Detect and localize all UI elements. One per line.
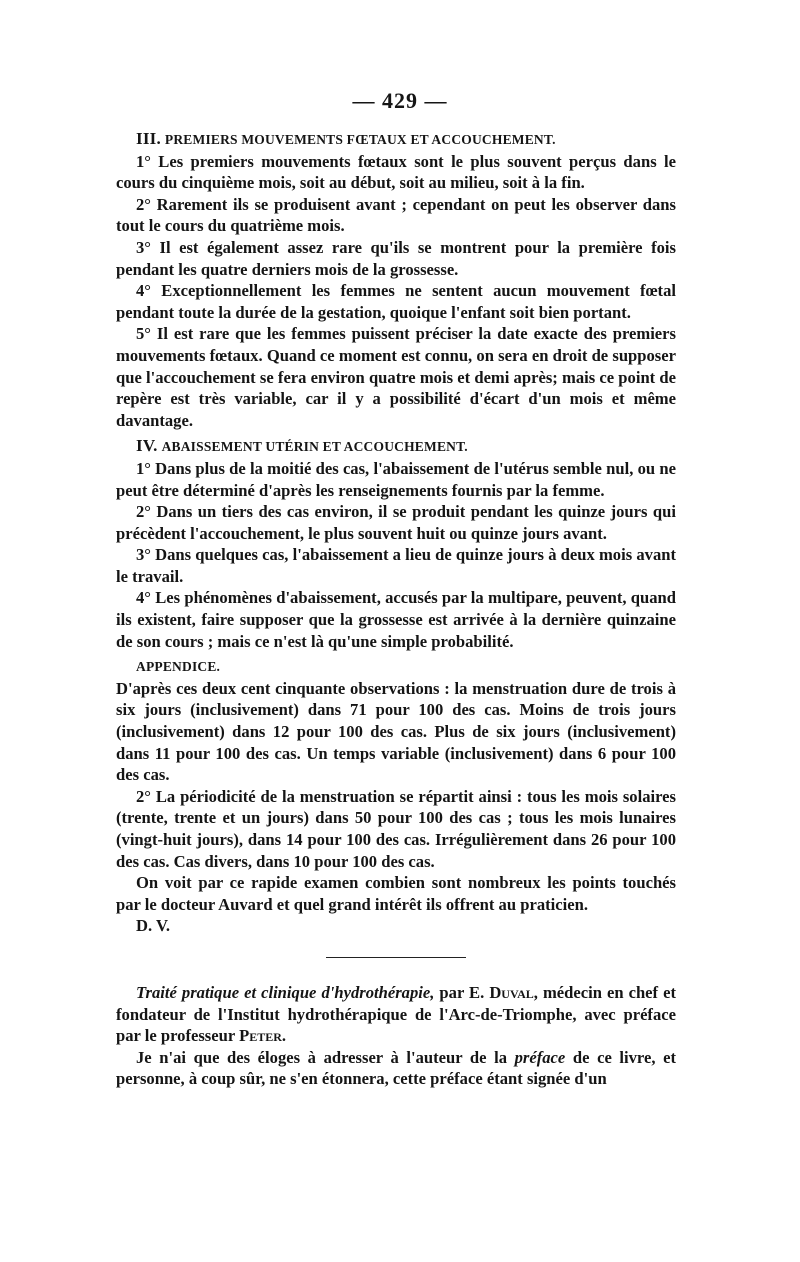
section-title: PREMIERS MOUVEMENTS FŒTAUX ET ACCOUCHEMENT. bbox=[164, 132, 556, 147]
page-number: — 429 — bbox=[352, 88, 448, 113]
section-heading-3 bbox=[116, 128, 676, 151]
author-name: Duval bbox=[489, 982, 534, 1002]
section-title: ABAISSEMENT UTÉRIN ET ACCOUCHEMENT. bbox=[161, 439, 468, 455]
paragraph: 4° Exceptionnellement les femmes ne sentent aucun mouvement fœtal pendant toute la durée de la gestation, quoique l'enfant soit bien portant. bbox=[116, 281, 676, 322]
paragraph: 1° Les premiers mouvements fœtaux sont le plus souvent perçus dans le cours du cinquième mois, soit au début, soit au milieu, soit à la fin. bbox=[116, 151, 676, 193]
appendix-heading: APPENDICE. bbox=[136, 659, 221, 675]
paragraph: 2° Rarement ils se produisent avant ; cependant on peut les observer dans tout le cours du quatrième mois. bbox=[116, 194, 676, 236]
paragraph: D'après ces deux cent cinquante observations : la menstruation dure de trois à six jours (inclusivement) dans 71 pour 100 des cas. Moins de trois jours (inclusivement) dans 12 pour 100 des cas. Plus de six jours (inclusivement) dans 11 pour 100 des cas. Un temps variable (inclusivement) dans 6 pour 100 des cas. bbox=[116, 678, 676, 785]
emphasis: préface bbox=[514, 1047, 566, 1067]
book-title: Traité pratique et clinique d'hydrothérapie, bbox=[136, 982, 435, 1002]
review-body: Je n'ai que des éloges à adresser à l'auteur de la préface de ce livre, et personne, à coup sûr, ne s'en étonnera, cette préface étant signée d'un bbox=[116, 1047, 677, 1089]
paragraph: 2° La périodicité de la menstruation se répartit ainsi : tous les mois solaires (trente, trente et un jours) dans 50 pour 100 des cas ; tous les mois lunaires (vingt-huit jours), dans 14 pour 100 des cas. Irrégulièrement dans 26 pour 100 des cas. Cas divers, dans 10 pour 100 des cas. bbox=[116, 786, 676, 871]
paragraph: 1° Dans plus de la moitié des cas, l'abaissement de l'utérus semble nul, ou ne peut être déterminé d'après les renseignements fournis par la femme. bbox=[116, 458, 676, 500]
paragraph: 5° Il est rare que les femmes puissent préciser la date exacte des premiers mouvements fœtaux. Quand ce moment est connu, on sera en droit de supposer que l'accouchement se fera environ quatre mois et demi après; mais ce point de repère est très variable, car il y a possibilité d'écart d'un mois et même davantage. bbox=[116, 324, 676, 430]
preface-author: Peter bbox=[239, 1026, 282, 1046]
paragraph: 2° Dans un tiers des cas environ, il se produit pendant les quinze jours qui précèdent l'accouchement, le plus souvent huit ou quinze jours avant. bbox=[116, 502, 676, 543]
paragraph: 3° Dans quelques cas, l'abaissement a lieu de quinze jours à deux mois avant le travail. bbox=[116, 545, 676, 586]
page-body bbox=[116, 128, 676, 1090]
section-heading-4 bbox=[116, 435, 676, 458]
divider bbox=[326, 957, 466, 958]
review-citation: Traité pratique et clinique d'hydrothérapie, par E. Duval, médecin en chef et fondateur de l'Institut hydrothérapique de l'Arc-de-Triomphe, avec préface par le professeur Peter. bbox=[116, 982, 677, 1046]
paragraph: 4° Les phénomènes d'abaissement, accusés par la multipare, peuvent, quand ils existent, faire supposer que la grossesse est arrivée à la dernière quinzaine de son cours ; mais ce n'est là qu'une simple probabilité. bbox=[116, 588, 676, 651]
section-numeral: IV. bbox=[136, 436, 158, 456]
section-numeral: III. bbox=[136, 129, 161, 148]
signature: D. V. bbox=[136, 916, 170, 936]
paragraph: 3° Il est également assez rare qu'ils se montrent pour la première fois pendant les quatre derniers mois de la grossesse. bbox=[116, 237, 676, 279]
paragraph: On voit par ce rapide examen combien sont nombreux les points touchés par le docteur Auvard et quel grand intérêt ils offrent au praticien. bbox=[116, 873, 676, 914]
